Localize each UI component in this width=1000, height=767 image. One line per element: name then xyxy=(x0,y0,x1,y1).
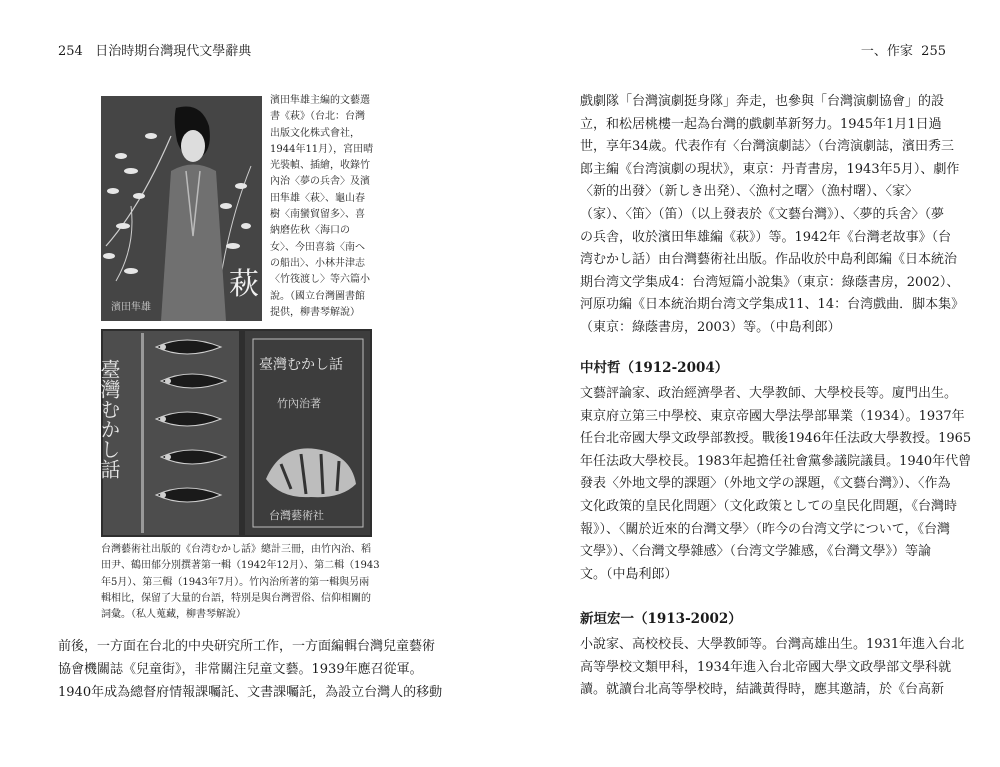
body-line: 世，享年34歲。代表作有〈台灣演劇誌〉（台湾演劇誌，濱田秀三 xyxy=(580,139,955,155)
body-line: 文藝評論家、政治經濟學者、大學教師、大學校長等。廈門出生。 xyxy=(580,386,958,401)
body-line: 東京府立第三中學校、東京帝國大學法學部畢業（1934）。1937年 xyxy=(580,408,965,424)
caption-line: 〈竹筏渡し〉等六篇小 xyxy=(270,274,370,286)
caption-line: 台灣藝術社出版的《台湾むかし話》總計三冊，由竹內治、稻 xyxy=(101,544,371,555)
entry-body-niigaki xyxy=(580,634,964,702)
caption-line: 出版文化株式會社， xyxy=(270,127,360,139)
hagi-cover-photo xyxy=(101,96,262,321)
caption-line: 1944年11月），宮田晴 xyxy=(270,143,374,155)
caption-line: 詞彙。（私人蒐藏，柳書琴解說） xyxy=(101,609,246,621)
caption-line: 書《萩》（台北：台灣 xyxy=(270,111,365,123)
body-line: （家）、〈笛〉（笛）（以上發表於《文藝台灣》）、〈夢的兵舍〉（夢 xyxy=(580,206,945,222)
hagi-caption xyxy=(270,93,373,321)
running-header-right xyxy=(861,40,946,59)
mukashibanashi-caption xyxy=(101,542,380,623)
left-body-text xyxy=(58,636,442,704)
body-line: の兵舎，收於濱田隼雄編《萩》）等。1942年《台灣老故事》（台 xyxy=(580,229,952,245)
body-line: 郎主編《台湾演劇の現状》，東京：丹青書房，1943年5月）、劇作 xyxy=(580,161,960,177)
body-line: 文學》）、〈台灣文學雜感〉（台湾文学雑感，《台灣文學》）等論 xyxy=(580,544,932,560)
body-line: 〈新的出發〉（新しき出発）、〈漁村之曙〉（漁村曙）、〈家〉 xyxy=(580,184,919,200)
caption-line: 田隼雄〈萩〉、龜山春 xyxy=(270,192,365,204)
body-line: 發表〈外地文學的課題〉（外地文学の課題，《文藝台灣》）、〈作為 xyxy=(580,476,951,492)
body-line: 高等學校文類甲科，1934年進入台北帝國大學文政學部文學科就 xyxy=(580,659,952,675)
caption-line: 濱田隼雄主編的文藝選 xyxy=(270,95,370,106)
caption-line: 納磨佐秋〈海口の xyxy=(270,225,350,237)
caption-line: 輯相比，保留了大量的台語，特別是與台灣習俗、信仰相關的 xyxy=(101,592,371,604)
left-page-number: 254 xyxy=(58,44,83,59)
body-line: 立，和松居桃樓一起為台灣的戲劇革新努力。1945年1月1日過 xyxy=(580,116,942,132)
body-line: 讀。就讀台北高等學校時，結識黃得時，應其邀請，於《台高新 xyxy=(580,682,945,698)
caption-line: 女〉、今田喜翁〈南へ xyxy=(270,241,365,253)
entry-body-nakamura xyxy=(580,383,971,586)
right-section-title: 一、作家 xyxy=(860,44,913,59)
body-line: 年任法政大學校長。1983年起擔任社會黨參議院議員。1940年代曾 xyxy=(580,453,972,469)
entry-title-niigaki: 新垣宏一（1913-2002） xyxy=(580,611,742,627)
caption-line: 提供，柳書琴解說） xyxy=(270,306,360,318)
right-cover-publisher: 台灣藝術社 xyxy=(269,509,324,522)
caption-line: 說。（國立台灣圖書館 xyxy=(270,290,365,302)
caption-line: の船出〉、小林井津志 xyxy=(270,257,365,269)
body-line: 河原功編《日本統治期台湾文学集成11、14：台湾戲曲．脚本集》 xyxy=(580,297,965,313)
body-line: 小說家、高校校長、大學教師等。台灣高雄出生。1931年進入台北 xyxy=(580,637,965,652)
left-cover-title: 臺灣むかし話 xyxy=(97,359,121,479)
body-line: 協會機關誌《兒童街》，非常關注兒童文藝。1939年應召從軍。 xyxy=(58,661,423,677)
body-line: 湾むかし話）由台灣藝術社出版。作品收於中島利郎編《日本統治 xyxy=(580,252,958,268)
right-cover-title: 臺灣むかし話 xyxy=(259,357,343,373)
hagi-cover-title: 萩 xyxy=(229,267,259,302)
body-line: 前後，一方面在台北的中央研究所工作，一方面編輯台灣兒童藝術 xyxy=(58,639,436,654)
mukashibanashi-covers-illustration xyxy=(97,329,372,537)
body-line: 文化政策的皇民化問題〉（文化政策としての皇民化問題，《台灣時 xyxy=(580,498,958,514)
hagi-cover-author: 濱田隼雄 xyxy=(111,302,151,313)
body-line: 文。（中島利郎） xyxy=(580,566,678,582)
right-intro-text xyxy=(580,91,964,340)
body-line: 報》）、〈關於近來的台灣文學〉（昨今の台湾文学について，《台灣 xyxy=(580,521,950,537)
entry-title-nakamura: 中村哲（1912-2004） xyxy=(580,360,729,376)
right-cover-author: 竹內治著 xyxy=(277,397,321,410)
caption-line: 光裝幀、插繪，收錄竹 xyxy=(270,160,370,172)
caption-line: 年5月）、第三輯（1943年7月）。竹內治所著的第一輯與另兩 xyxy=(101,576,370,588)
hagi-cover-illustration xyxy=(101,96,262,321)
body-line: 1940年成為總督府情報課囑託、文書課囑託，為設立台灣人的移動 xyxy=(58,684,443,700)
body-line: 期台湾文学集成4：台湾短篇小說集》（東京：綠蔭書房，2002）、 xyxy=(580,274,960,290)
left-book-title: 日治時期台灣現代文學辭典 xyxy=(95,44,252,59)
caption-line: 樹〈南蠻貿留多〉、喜 xyxy=(270,209,365,221)
mukashibanashi-covers-photo xyxy=(97,329,372,537)
body-line: 任台北帝國大學文政學部教授。戰後1946年任法政大學教授。1965 xyxy=(580,431,972,447)
body-line: （東京：綠蔭書房，2003）等。（中島利郎） xyxy=(580,319,841,335)
caption-line: 田尹、鶴田郁分別撰著第一輯（1942年12月）、第二輯（1943 xyxy=(101,560,380,572)
right-page-number: 255 xyxy=(921,44,946,59)
running-header-left xyxy=(58,40,251,59)
caption-line: 內治〈夢の兵舎〉及濱 xyxy=(270,176,370,188)
body-line: 戲劇隊「台灣演劇挺身隊」奔走，也參與「台灣演劇協會」的設 xyxy=(580,94,945,109)
